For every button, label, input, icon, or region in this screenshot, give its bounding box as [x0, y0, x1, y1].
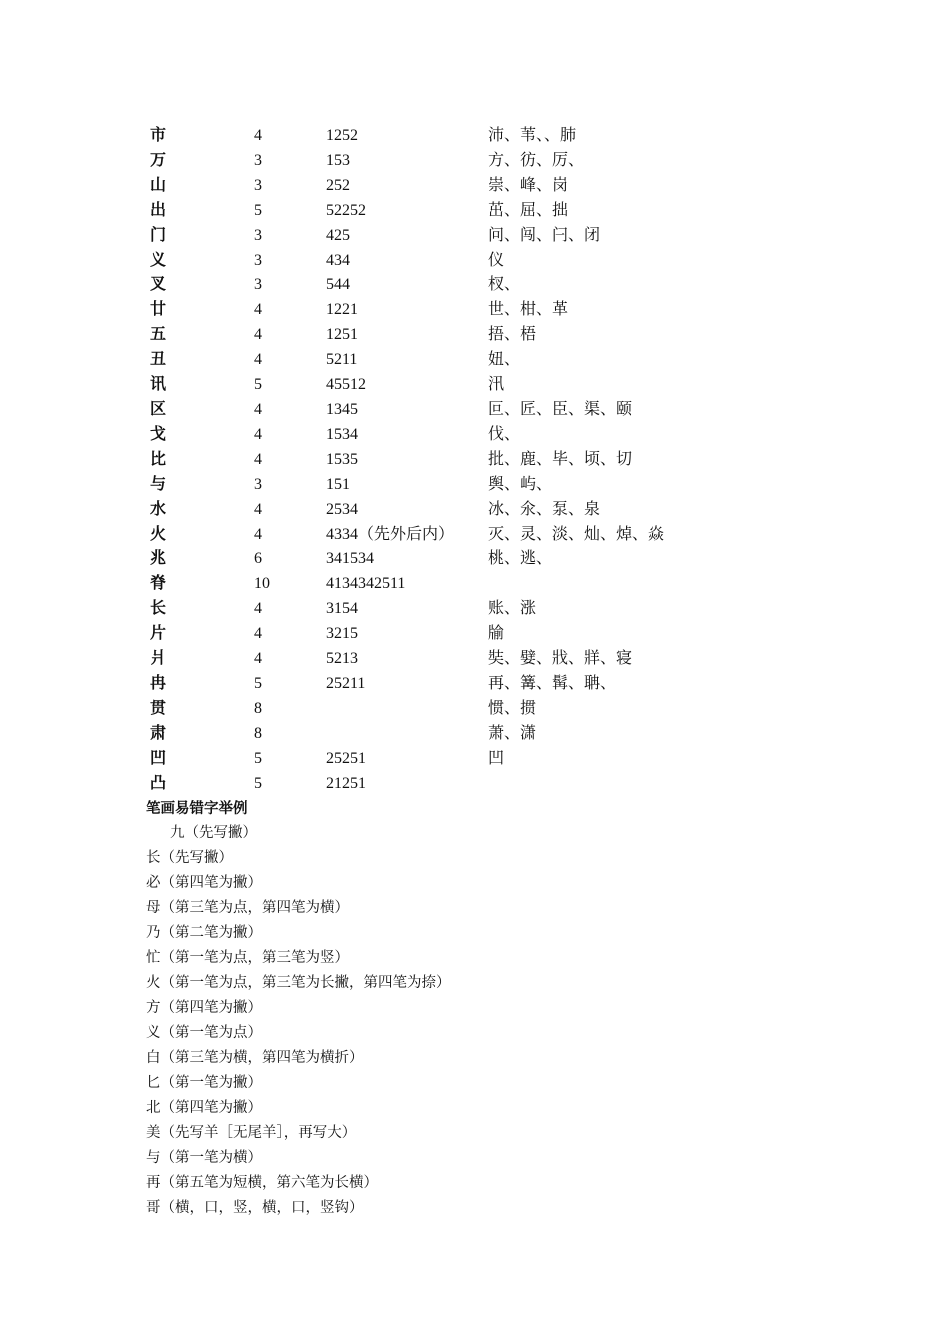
stroke-count-cell: 4	[254, 625, 262, 643]
table-row	[150, 597, 748, 622]
examples-cell: 灭、灵、淡、灿、焯、焱	[488, 525, 665, 543]
examples-cell: 账、涨	[488, 600, 537, 618]
examples-cell: 凹	[488, 749, 505, 767]
stroke-order-cell: 52252	[326, 201, 366, 219]
table-row	[150, 323, 748, 348]
stroke-order-cell: 1535	[326, 450, 358, 468]
stroke-count-cell: 4	[254, 127, 262, 144]
example-line: 长（先写撇）	[146, 850, 233, 866]
char-cell: 义	[150, 251, 167, 269]
stroke-count-cell: 4	[254, 400, 262, 418]
stroke-count-cell: 4	[254, 326, 262, 344]
stroke-order-cell: 1345	[326, 400, 358, 418]
stroke-order-cell: 4334（先外后内）	[326, 525, 455, 543]
error-prone-section	[146, 796, 451, 1221]
stroke-order-cell: 3215	[326, 625, 358, 643]
char-cell: 肃	[150, 724, 167, 742]
examples-cell: 叵、匠、臣、渠、颐	[488, 400, 633, 418]
stroke-order-table-body	[150, 124, 748, 796]
stroke-order-cell	[326, 697, 488, 722]
stroke-order-cell: 21251	[326, 774, 366, 792]
examples-cell	[488, 572, 748, 597]
examples-cell: 沛、苇、、肺	[488, 127, 577, 144]
table-row	[150, 373, 748, 398]
char-cell: 万	[150, 151, 167, 169]
section-title: 笔画易错字举例	[146, 800, 248, 817]
char-cell: 火	[150, 525, 167, 543]
stroke-count-cell: 4	[254, 450, 262, 468]
char-cell: 山	[150, 176, 167, 194]
stroke-count-cell: 8	[254, 699, 262, 717]
examples-cell: 方、彷、厉、	[488, 151, 585, 169]
stroke-count-cell: 3	[254, 226, 262, 244]
char-cell: 水	[150, 500, 167, 518]
char-cell: 片	[150, 625, 167, 643]
stroke-order-cell	[326, 722, 488, 747]
stroke-order-cell: 544	[326, 276, 350, 294]
stroke-order-cell: 252	[326, 176, 350, 194]
stroke-count-cell: 8	[254, 724, 262, 742]
stroke-count-cell: 4	[254, 600, 262, 618]
example-line: 义（第一笔为点）	[146, 1025, 262, 1041]
examples-cell: 舆、屿、	[488, 475, 553, 493]
example-line: 母（第三笔为点，第四笔为横）	[146, 900, 349, 916]
stroke-order-cell: 153	[326, 151, 350, 169]
example-line: 方（第四笔为撇）	[146, 1000, 262, 1016]
table-row	[150, 572, 748, 597]
table-row	[150, 722, 748, 747]
stroke-count-cell: 3	[254, 276, 262, 294]
example-line: 火（第一笔为点，第三笔为长撇，第四笔为捺）	[146, 975, 451, 991]
table-row	[150, 498, 748, 523]
example-line: 必（第四笔为撇）	[146, 875, 262, 891]
char-cell: 戈	[150, 425, 167, 443]
examples-cell: 茁、屈、拙	[488, 201, 569, 219]
examples-cell: 萧、潇	[488, 724, 537, 742]
table-row	[150, 448, 748, 473]
table-row	[150, 398, 748, 423]
example-line: 乃（第二笔为撇）	[146, 925, 262, 941]
char-cell: 廿	[150, 301, 167, 319]
stroke-count-cell: 3	[254, 176, 262, 194]
stroke-order-cell: 4134342511	[326, 575, 406, 593]
table-row	[150, 124, 748, 149]
char-cell: 门	[150, 226, 167, 244]
examples-cell: 问、闯、闩、闭	[488, 226, 601, 244]
stroke-count-cell: 4	[254, 650, 262, 668]
char-cell: 脊	[150, 575, 167, 593]
examples-cell: 妞、	[488, 351, 521, 369]
char-cell: 凸	[150, 774, 167, 792]
table-row	[150, 697, 748, 722]
char-cell: 区	[150, 400, 167, 418]
stroke-count-cell: 4	[254, 500, 262, 518]
stroke-count-cell: 4	[254, 525, 262, 543]
stroke-order-cell: 25211	[326, 674, 366, 692]
char-cell: 五	[150, 326, 167, 344]
section-lines	[146, 821, 451, 1221]
example-line: 与（第一笔为横）	[146, 1150, 262, 1166]
stroke-count-cell: 4	[254, 351, 262, 369]
stroke-count-cell: 5	[254, 749, 262, 767]
table-row	[150, 523, 748, 548]
char-cell: 比	[150, 450, 167, 468]
stroke-count-cell: 4	[254, 425, 262, 443]
char-cell: 市	[150, 127, 167, 144]
table-row	[150, 772, 748, 797]
table-row	[150, 622, 748, 647]
table-row	[150, 547, 748, 572]
example-line: 美（先写羊［无尾羊］，再写大）	[146, 1125, 357, 1141]
examples-cell: 崇、峰、岗	[488, 176, 569, 194]
table-row	[150, 224, 748, 249]
examples-cell: 捂、梧	[488, 326, 537, 344]
table-row	[150, 473, 748, 498]
examples-cell	[488, 772, 748, 797]
table-row	[150, 149, 748, 174]
char-cell: 长	[150, 600, 167, 618]
examples-cell: 杈、	[488, 276, 521, 294]
table-row	[150, 647, 748, 672]
stroke-count-cell: 3	[254, 251, 262, 269]
char-cell: 讯	[150, 376, 167, 394]
stroke-order-cell: 1252	[326, 127, 358, 144]
stroke-count-cell: 5	[254, 674, 262, 692]
char-cell: 叉	[150, 276, 167, 294]
table-row	[150, 199, 748, 224]
examples-cell: 世、柑、革	[488, 301, 569, 319]
examples-cell: 再、篝、髯、聃、	[488, 674, 617, 692]
examples-cell: 伐、	[488, 425, 521, 443]
stroke-order-cell: 425	[326, 226, 350, 244]
stroke-count-cell: 5	[254, 201, 262, 219]
example-line: 北（第四笔为撇）	[146, 1100, 262, 1116]
example-line: 九（先写撇）	[170, 825, 257, 841]
char-cell: 冉	[150, 674, 167, 692]
char-cell: 出	[150, 201, 167, 219]
example-line: 匕（第一笔为撇）	[146, 1075, 262, 1091]
examples-cell: 汛	[488, 376, 505, 394]
stroke-order-cell: 1221	[326, 301, 358, 319]
char-cell: 丑	[150, 351, 167, 369]
stroke-order-cell: 45512	[326, 376, 366, 394]
stroke-order-cell: 151	[326, 475, 350, 493]
examples-cell: 批、鹿、毕、顷、切	[488, 450, 633, 468]
stroke-count-cell: 5	[254, 376, 262, 394]
example-line: 哥（横，口，竖，横，口，竖钩）	[146, 1200, 364, 1216]
stroke-order-cell: 1251	[326, 326, 358, 344]
char-cell: 爿	[150, 650, 167, 668]
stroke-order-cell: 5211	[326, 351, 358, 369]
stroke-count-cell: 3	[254, 151, 262, 169]
table-row	[150, 249, 748, 274]
stroke-count-cell: 5	[254, 774, 262, 792]
stroke-order-table	[150, 124, 748, 796]
table-row	[150, 174, 748, 199]
char-cell: 贯	[150, 699, 167, 717]
stroke-count-cell: 3	[254, 475, 262, 493]
table-row	[150, 348, 748, 373]
stroke-order-cell: 2534	[326, 500, 358, 518]
table-row	[150, 298, 748, 323]
stroke-count-cell: 6	[254, 550, 262, 568]
example-line: 忙（第一笔为点，第三笔为竖）	[146, 950, 349, 966]
example-line: 白（第三笔为横，第四笔为横折）	[146, 1050, 364, 1066]
char-cell: 兆	[150, 550, 167, 568]
char-cell: 与	[150, 475, 167, 493]
stroke-order-cell: 5213	[326, 650, 358, 668]
examples-cell: 惯、掼	[488, 699, 537, 717]
stroke-order-cell: 25251	[326, 749, 366, 767]
examples-cell: 奘、嬖、戕、牂、寝	[488, 650, 633, 668]
stroke-count-cell: 10	[254, 575, 270, 593]
char-cell: 凹	[150, 749, 167, 767]
table-row	[150, 672, 748, 697]
example-line: 再（第五笔为短横，第六笔为长横）	[146, 1175, 378, 1191]
stroke-order-cell: 341534	[326, 550, 374, 568]
stroke-count-cell: 4	[254, 301, 262, 319]
examples-cell: 冰、氽、泵、泉	[488, 500, 601, 518]
table-row	[150, 273, 748, 298]
table-row	[150, 423, 748, 448]
table-row	[150, 747, 748, 772]
examples-cell: 牏	[488, 625, 505, 643]
stroke-order-cell: 3154	[326, 600, 358, 618]
examples-cell: 仪	[488, 251, 505, 269]
stroke-order-cell: 1534	[326, 425, 358, 443]
stroke-order-cell: 434	[326, 251, 350, 269]
examples-cell: 桃、逃、	[488, 550, 553, 568]
